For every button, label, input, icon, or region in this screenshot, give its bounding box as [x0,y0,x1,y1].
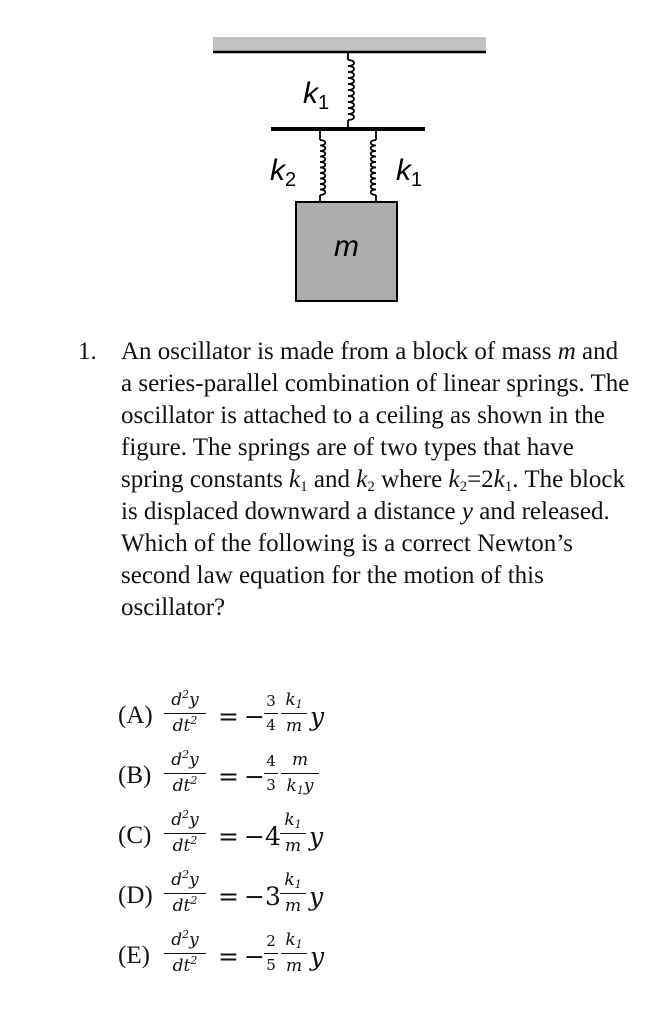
lhs-fraction: $d^2y$ $dt^2$ [164,870,206,916]
coef-fraction: 3 4 [264,692,278,734]
choice-d[interactable] [118,870,518,926]
lhs-fraction: $d^2y$ $dt^2$ [164,750,206,796]
equals-sign: = [218,762,239,791]
k-over-m-fraction: $k_1$ m [281,930,307,976]
equals-sign: = [218,822,239,851]
choice-letter: (E) [118,942,150,969]
spring-right [371,131,376,202]
k-over-m-fraction: $k_1$ m [280,810,306,856]
minus-sign: − [244,942,265,971]
question-number: 1. [78,338,97,365]
spring-right-label: $k_1$ [396,154,423,191]
mass-block-label: m [334,230,359,263]
choice-e[interactable] [118,930,518,986]
coefficient: −3 [244,882,281,911]
lhs-fraction: $d^2y$ $dt^2$ [164,810,206,856]
minus-sign: − [244,762,265,791]
choice-letter: (B) [118,762,152,789]
spring-top-label: $k_1$ [303,77,330,114]
spring-left [320,131,325,202]
ceiling [213,37,486,52]
lhs-fraction: $d^2y$ $dt^2$ [164,690,206,736]
coefficient: −4 [244,822,281,851]
question-text: An oscillator is made from a block of mass m and a series-parallel combination of linear springs. The oscillator is attached to a ceiling as shown in the figure. The springs are of two types that have spring constants $k_1$ and $k_2$ where $k_2=2k_1$. The block is displaced downward a distance y and released. Which of the following is a correct Newton’s second law equation for the motion of this oscillator? [121,338,630,621]
choice-a[interactable] [118,690,518,746]
k-over-m-fraction: $k_1$ m [281,690,307,736]
spring-mass-figure [0,0,653,320]
equals-sign: = [218,882,239,911]
lhs-fraction: $d^2y$ $dt^2$ [164,930,206,976]
coef-fraction: 4 3 [264,752,278,794]
choice-letter: (A) [118,702,153,729]
choice-b[interactable] [118,750,518,806]
choice-letter: (D) [118,882,153,909]
tail-y: y [310,942,325,971]
spring-top [348,52,354,128]
equals-sign: = [218,942,239,971]
k-over-m-fraction: $k_1$ m [280,870,306,916]
choice-c[interactable] [118,810,518,866]
tail-y: y [310,702,325,731]
tail-y: y [309,882,324,911]
choice-letter: (C) [118,822,152,849]
spring-left-label: $k_2$ [270,154,297,191]
tail-y: y [309,822,324,851]
coef-fraction: 2 5 [264,932,278,974]
minus-sign: − [244,702,265,731]
equals-sign: = [218,702,239,731]
m-over-k-fraction: m $k_1y$ [281,750,319,796]
